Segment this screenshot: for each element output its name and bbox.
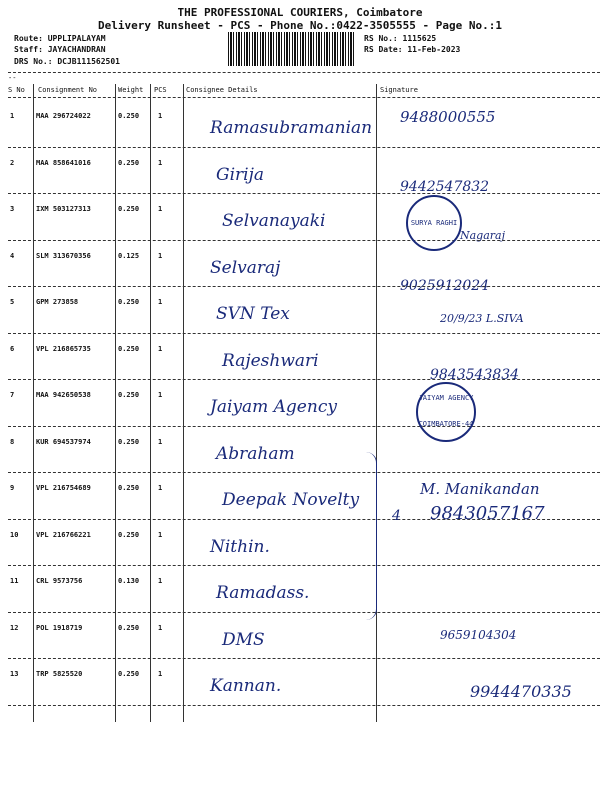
row-weight: 0.250 [118, 623, 140, 632]
row-signature-handwritten: M. Manikandan [420, 480, 540, 498]
staff-label: Staff: JAYACHANDRAN [14, 45, 106, 54]
column-divider [376, 84, 377, 722]
row-pcs: 1 [158, 437, 163, 446]
row-divider [8, 472, 600, 473]
column-header-sno: S No [8, 86, 25, 94]
table-top-dashes: -- [8, 74, 17, 82]
document-subtitle: Delivery Runsheet - PCS - Phone No.:0422-3505555 - Page No.:1 [98, 19, 502, 32]
row-pcs: 1 [158, 623, 163, 632]
row-consignment-no: VPL 216766221 [36, 530, 91, 539]
row-weight: 0.250 [118, 158, 140, 167]
row-divider [8, 705, 600, 706]
row-weight: 0.250 [118, 530, 140, 539]
column-header-pcs: PCS [154, 86, 167, 94]
header-rule [8, 97, 600, 98]
row-signature-handwritten: 9488000555 [400, 108, 496, 126]
row-consignment-no: VPL 216754689 [36, 484, 91, 492]
row-consignment-no: VPL 216865735 [36, 344, 91, 353]
row-sno: 1 [10, 112, 15, 120]
table-top-rule [8, 72, 600, 73]
row-sno: 11 [10, 577, 19, 585]
row-consignee-handwritten: Deepak Novelty [222, 490, 360, 510]
row-consignee-handwritten: DMS [222, 629, 265, 650]
drs-number: DRS No.: DCJB111562501 [14, 57, 120, 66]
row-sno: 5 [10, 298, 15, 306]
row-sno: 2 [10, 158, 15, 167]
stamp-bottom-text: COIMBATORE-44 [418, 420, 474, 428]
row-consignee-handwritten: Selvaraj [210, 257, 281, 278]
row-consignment-no: MAA 296724022 [36, 112, 91, 120]
row-divider [8, 147, 600, 148]
row-consignee-handwritten: SVN Tex [216, 304, 290, 324]
row-pcs: 1 [158, 577, 163, 585]
row-divider [8, 565, 600, 566]
row-divider [8, 193, 600, 194]
row-consignment-no: TRP 5825520 [36, 670, 83, 678]
row-weight: 0.250 [118, 670, 140, 678]
row-consignment-no: GPM 273858 [36, 298, 79, 306]
column-header-weight: Weight [118, 86, 144, 94]
row-signature-handwritten: 9442547832 [400, 178, 490, 195]
row-consignment-no: MAA 942650538 [36, 391, 91, 399]
row-weight: 0.250 [118, 437, 140, 446]
column-header-consignment: Consignment No [38, 86, 98, 94]
row-sno: 8 [10, 437, 15, 446]
row-sno: 10 [10, 530, 19, 539]
row-pcs: 1 [158, 158, 163, 167]
row-pcs: 1 [158, 670, 163, 678]
row-pcs: 1 [158, 344, 163, 353]
row-weight: 0.250 [118, 344, 140, 353]
row-sno: 6 [10, 344, 15, 353]
row-signature-handwritten: 9843057167 [430, 502, 545, 524]
barcode [228, 32, 356, 66]
column-header-signature: Signature [380, 86, 418, 94]
row-sno: 4 [10, 251, 15, 260]
row-signature-handwritten: 9025912024 [400, 277, 490, 294]
row-consignment-no: CRL 9573756 [36, 577, 83, 585]
row-consignee-handwritten: Ramasubramanian [210, 118, 373, 138]
bracket-number: 4 [392, 508, 401, 524]
row-consignment-no: MAA 858641016 [36, 158, 91, 167]
row-consignment-no: POL 1918719 [36, 623, 83, 632]
surya-stamp: SURYA RAGHI [406, 195, 462, 251]
row-signature-handwritten: 9944470335 [470, 682, 572, 701]
rs-number: RS No.: 1115625 [364, 34, 437, 43]
row-pcs: 1 [158, 298, 163, 306]
row-sno: 13 [10, 670, 19, 678]
row-signature-handwritten: 9843543834 [430, 366, 520, 383]
column-divider [115, 84, 116, 722]
column-header-consignee: Consignee Details [186, 86, 258, 94]
row-consignment-no: KUR 694537974 [36, 437, 91, 446]
rs-date: RS Date: 11-Feb-2023 [364, 45, 461, 54]
row-consignment-no: IXM 503127313 [36, 205, 91, 213]
row-consignee-handwritten: Jaiyam Agency [210, 397, 337, 417]
row-consignee-handwritten: Selvanayaki [222, 211, 326, 231]
route-label: Route: UPPLIPALAYAM [14, 34, 106, 43]
row-sno: 9 [10, 484, 15, 492]
row-pcs: 1 [158, 251, 163, 260]
row-divider [8, 658, 600, 659]
row-weight: 0.250 [118, 298, 140, 306]
row-pcs: 1 [158, 530, 163, 539]
row-weight: 0.250 [118, 391, 140, 399]
row-sno: 12 [10, 623, 19, 632]
row-consignment-no: SLM 313670356 [36, 251, 91, 260]
row-consignee-handwritten: Kannan. [210, 676, 282, 696]
row-divider [8, 286, 600, 287]
column-divider [33, 84, 34, 722]
row-weight: 0.250 [118, 112, 140, 120]
row-consignee-handwritten: Abraham [216, 443, 295, 464]
row-consignee-handwritten: Ramadass. [216, 583, 310, 603]
row-pcs: 1 [158, 112, 163, 120]
column-divider [183, 84, 184, 722]
row-consignee-handwritten: Girija [216, 164, 264, 185]
row-divider [8, 240, 600, 241]
row-pcs: 1 [158, 205, 163, 213]
row-weight: 0.125 [118, 251, 140, 260]
row-signature-handwritten: 9659104304 [440, 627, 517, 642]
row-consignee-handwritten: Nithin. [210, 536, 270, 557]
row-sno: 7 [10, 391, 15, 399]
row-consignee-handwritten: Rajeshwari [222, 350, 319, 371]
row-divider [8, 333, 600, 334]
row-pcs: 1 [158, 391, 163, 399]
stamp-top-text: JAIYAM AGENCY [418, 394, 474, 402]
grouping-bracket [366, 452, 377, 620]
row-weight: 0.250 [118, 484, 140, 492]
row-signature-handwritten: 20/9/23 L.SIVA [440, 312, 524, 325]
row-pcs: 1 [158, 484, 163, 492]
row-weight: 0.130 [118, 577, 140, 585]
row-divider [8, 379, 600, 380]
document-title: THE PROFESSIONAL COURIERS, Coimbatore [177, 6, 423, 19]
row-divider [8, 612, 600, 613]
row-signature-handwritten: Nagaraj [460, 229, 506, 242]
row-sno: 3 [10, 205, 15, 213]
column-divider [150, 84, 151, 722]
row-weight: 0.250 [118, 205, 140, 213]
jaiyam-agency-stamp [416, 382, 476, 442]
row-divider [8, 426, 600, 427]
